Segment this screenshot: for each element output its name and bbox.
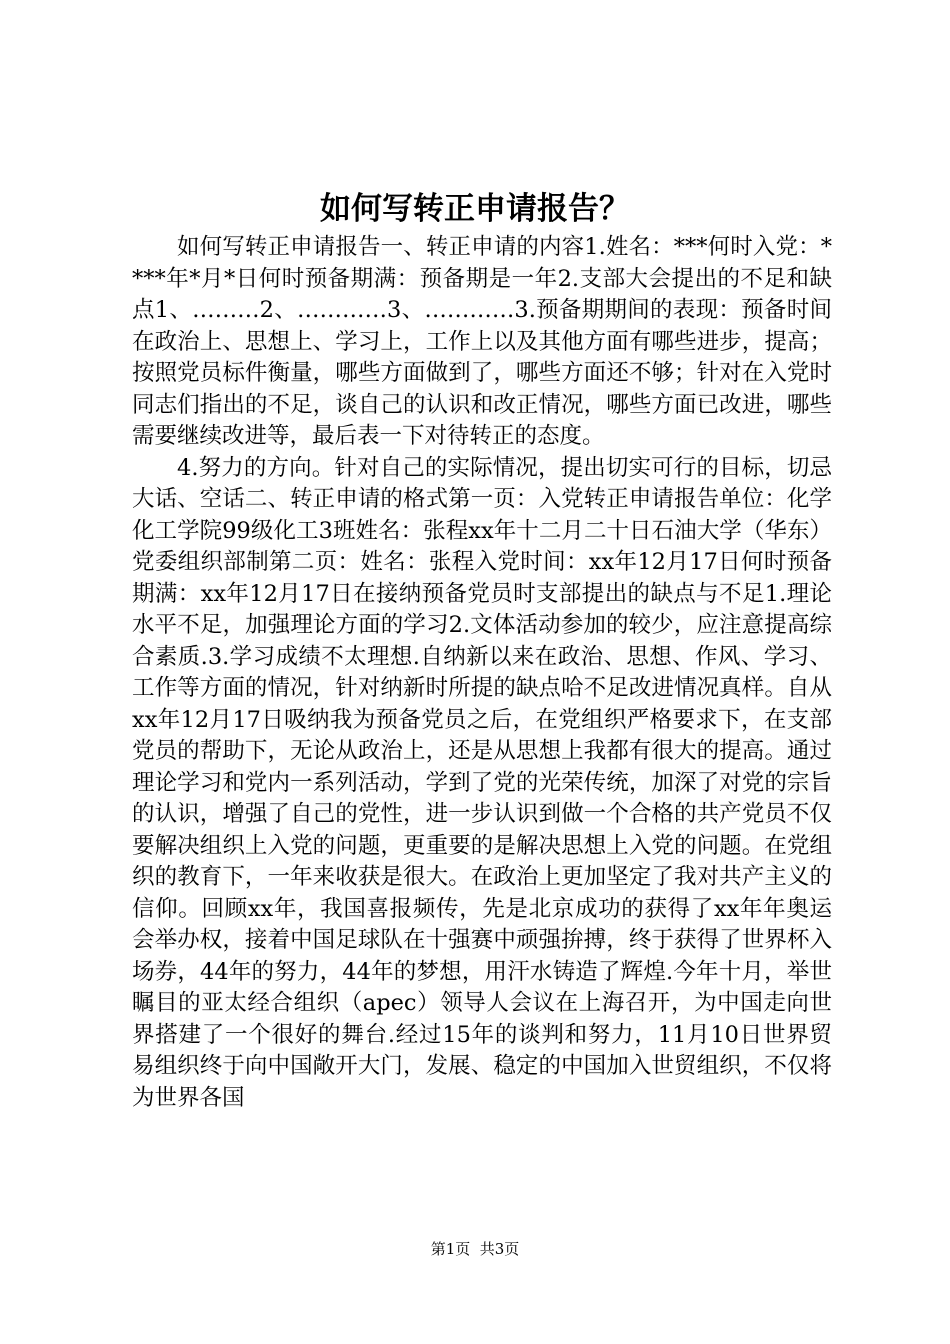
document-body [132,232,832,1114]
body-paragraph-1: 如何写转正申请报告一、转正申请的内容1.姓名：***何时入党：****年*月*日何时预备期满：预备期是一年2.支部大会提出的不足和缺点1、………2、…………3、…………3.预备期期间的表现：预备时间在政治上、思想上、学习上，工作上以及其他方面有哪些进步，提高；按照党员标件衡量，哪些方面做到了，哪些方面还不够；针对在入党时同志们指出的不足，谈自己的认识和改正情况，哪些方面已改进，哪些需要继续改进等，最后表一下对待转正的态度。 [132,234,832,449]
page-number-footer: 第1页 共3页 [430,1240,520,1258]
document-title: 如何写转正申请报告？ [320,191,630,227]
body-paragraph-2: 4.努力的方向。针对自己的实际情况，提出切实可行的目标，切忌大话、空话二、转正申请的格式第一页：入党转正申请报告单位：化学化工学院99级化工3班姓名：张程xx年十二月二十日石油大学（华东）党委组织部制第二页：姓名：张程入党时间：xx年12月17日何时预备期满：xx年12月17日在接纳预备党员时支部提出的缺点与不足1.理论水平不足，加强理论方面的学习2.文体活动参加的较少，应注意提高综合素质.3.学习成绩不太理想.自纳新以来在政治、思想、作风、学习、工作等方面的情况，针对纳新时所提的缺点哈不足改进情况真样。自从xx年12月17日吸纳我为预备党员之后，在党组织严格要求下，在支部党员的帮助下，无论从政治上，还是从思想上我都有很大的提高。通过理论学习和党内一系列活动，学到了党的光荣传统，加深了对党的宗旨的认识，增强了自己的党性，进一步认识到做一个合格的共产党员不仅要解决组织上入党的问题，更重要的是解决思想上入党的问题。在党组织的教育下，一年来收获是很大。在政治上更加坚定了我对共产主义的信仰。回顾xx年，我国喜报频传，先是北京成功的获得了xx年年奥运会举办权，接着中国足球队在十强赛中顽强拚搏，终于获得了世界杯入场券，44年的努力，44年的梦想，用汗水铸造了辉煌.今年十月，举世瞩目的亚太经合组织（apec）领导人会议在上海召开，为中国走向世界搭建了一个很好的舞台.经过15年的谈判和努力，11月10日世界贸易组织终于向中国敞开大门，发展、稳定的中国加入世贸组织，不仅将为世界各国 [132,454,832,1111]
